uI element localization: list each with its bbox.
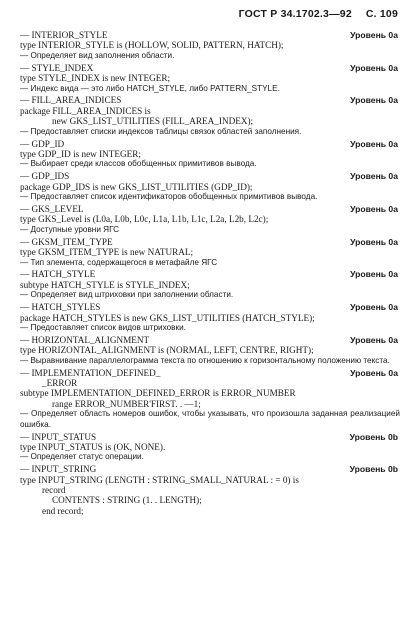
code-line: type GKSM_ITEM_TYPE is new NATURAL;	[20, 247, 194, 258]
level-label: Уровень 0а	[350, 171, 398, 182]
code-line: range ERROR_NUMBER'FIRST. . —1;	[52, 398, 201, 409]
code-line: subtype IMPLEMENTATION_DEFINED_ERROR is ERROR_NUMBER	[20, 388, 296, 399]
entry-title: — GKS_LEVEL	[20, 204, 84, 214]
level-label: Уровень 0а	[350, 62, 398, 73]
entry-description: — Выравнивание параллелограмма текста по отношению к горизонтальному положению текста.	[20, 355, 390, 365]
code-line: record	[42, 485, 66, 496]
level-label: Уровень 0а	[350, 95, 398, 106]
code-line: type INPUT_STATUS is (OK, NONE).	[20, 441, 166, 452]
entry-title: — HORIZONTAL_ALIGNMENT	[20, 334, 150, 345]
entry-title: — HATCH_STYLE	[20, 269, 96, 280]
entry-hatch-styles	[20, 302, 400, 333]
entry-gksm-item-type	[20, 237, 400, 268]
code-line: new GKS_LIST_UTILITIES (FILL_AREA_INDEX);	[52, 116, 254, 127]
code-line: package FILL_AREA_INDICES is	[20, 105, 151, 116]
code-line: CONTENTS : STRING (1. . LENGTH);	[52, 495, 202, 506]
code-line: type INPUT_STRING (LENGTH : STRING_SMALL_NATURAL : = 0) is	[20, 474, 299, 485]
entry-description: — Определяет вид штриховки при заполнении области.	[20, 290, 234, 300]
entry-implementation-defined-error	[20, 368, 400, 430]
code-line: type INTERIOR_STYLE is (HOLLOW, SOLID, PATTERN, HATCH);	[20, 40, 284, 51]
entry-horizontal-alignment	[20, 335, 400, 366]
code-line: package GDP_IDS is new GKS_LIST_UTILITIES (GDP_ID);	[20, 181, 253, 192]
code-line: type GDP_ID is new INTEGER;	[20, 148, 141, 159]
level-label: Уровень 0а	[350, 367, 398, 378]
entry-title: — IMPLEMENTATION_DEFINED_	[20, 367, 161, 378]
page-number: С. 109	[365, 8, 398, 20]
level-label: Уровень 0а	[350, 269, 398, 280]
entry-title: — HATCH_STYLES	[20, 302, 101, 313]
entry-description: — Предоставляет списки индексов таблицы связок областей заполнения.	[20, 126, 302, 136]
entry-gdp-id	[20, 139, 400, 170]
level-label: Уровень 0а	[350, 30, 398, 40]
entry-input-string	[20, 464, 400, 516]
entry-gks-level	[20, 204, 400, 235]
code-line: type STYLE_INDEX is new INTEGER;	[20, 73, 171, 84]
code-line: type GKS_Level is (L0a, L0b, L0c, L1a, L1b, L1c, L2a, L2b, L2c);	[20, 214, 269, 225]
entry-fill-area-indices	[20, 95, 400, 137]
entries-list	[20, 30, 400, 518]
entry-description: — Тип элемента, содержащегося в метафайле ЯГС	[20, 257, 218, 267]
entry-input-status	[20, 432, 400, 463]
level-label: Уровень 0а	[350, 138, 398, 149]
level-label: Уровень 0а	[350, 302, 398, 313]
entry-description: — Индекс вида — это либо HATCH_STYLE, либо PATTERN_STYLE.	[20, 83, 280, 93]
entry-description: — Выбирает среди классов обобщенных примитивов вывода.	[20, 159, 257, 169]
entry-interior-style	[20, 30, 400, 61]
page-header	[239, 8, 398, 20]
entry-title: — INTERIOR_STYLE	[20, 30, 108, 40]
code-line: package HATCH_STYLES is new GKS_LIST_UTILITIES (HATCH_STYLE);	[20, 312, 315, 323]
entry-title: — GDP_IDS	[20, 171, 70, 182]
entry-description: — Определяет статус операции.	[20, 452, 144, 462]
entry-description: — Определяет область номеров ошибок, чтобы указывать, что произошла заданная реализацией ошибка.	[20, 409, 400, 429]
entry-gdp-ids	[20, 171, 400, 202]
level-label: Уровень 0b	[349, 431, 398, 442]
entry-description: — Предоставляет список видов штриховки.	[20, 322, 186, 332]
level-label: Уровень 0а	[350, 236, 398, 247]
code-line: subtype HATCH_STYLE is STYLE_INDEX;	[20, 279, 190, 290]
level-label: Уровень 0а	[350, 204, 398, 214]
entry-title: — STYLE_INDEX	[20, 62, 94, 73]
entry-title: — INPUT_STATUS	[20, 431, 97, 442]
entry-hatch-style	[20, 269, 400, 300]
entry-title: — GKSM_ITEM_TYPE	[20, 236, 113, 247]
entry-title: — FILL_AREA_INDICES	[20, 95, 122, 106]
entry-title: — GDP_ID	[20, 138, 65, 149]
standard-number: ГОСТ Р 34.1702.3—92	[238, 8, 352, 20]
code-line: type HORIZONTAL_ALIGNMENT is (NORMAL, LEFT, CENTRE, RIGHT);	[20, 345, 314, 356]
entry-description: — Доступные уровни ЯГС	[20, 224, 120, 234]
entry-description: — Определяет вид заполнения области.	[20, 50, 175, 60]
entry-title-continuation: _ERROR	[42, 378, 78, 388]
entry-title: — INPUT_STRING	[20, 464, 97, 475]
entry-style-index	[20, 63, 400, 94]
level-label: Уровень 0b	[349, 464, 398, 475]
level-label: Уровень 0а	[350, 334, 398, 345]
entry-description: — Предоставляет список идентификаторов обобщенных примитивов вывода.	[20, 192, 318, 202]
code-line: end record;	[42, 505, 84, 516]
